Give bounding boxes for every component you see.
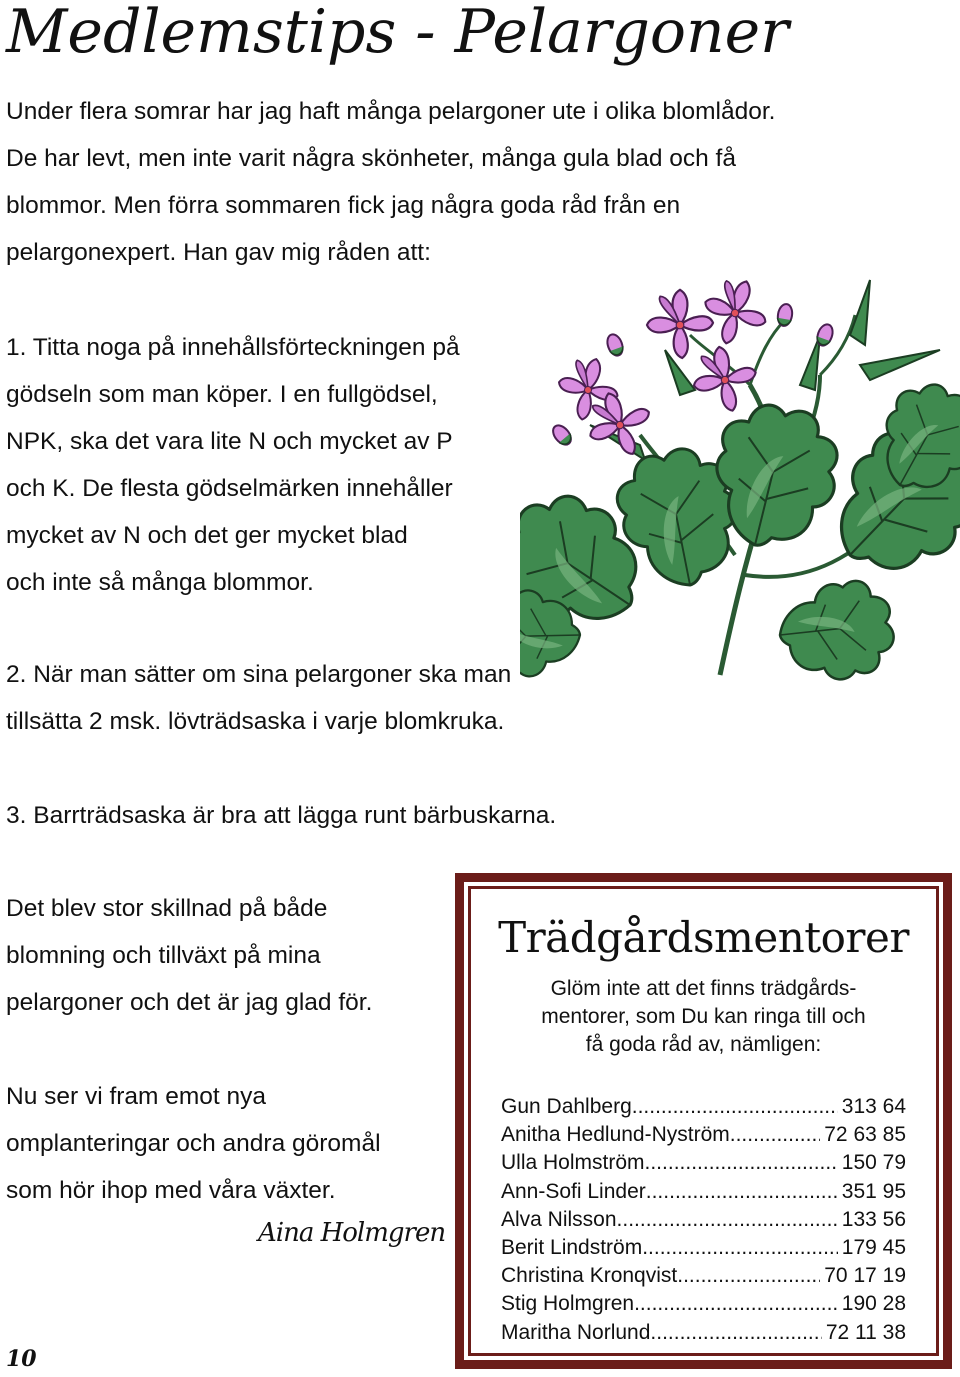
mentor-entry — [501, 1093, 906, 1121]
mentor-entry — [501, 1149, 906, 1177]
mentor-phone: 179 45 — [841, 1236, 906, 1260]
mentor-entry — [501, 1319, 906, 1347]
text-line: gödseln som man köper. I en fullgödsel, — [6, 381, 438, 408]
outro-paragraph-1 — [6, 885, 372, 1026]
dot-leader — [645, 1149, 838, 1177]
mentor-phone: 133 56 — [841, 1207, 906, 1231]
text-line: mentorer, som Du kan ringa till och — [541, 1005, 866, 1028]
geranium-illustration — [520, 275, 960, 695]
text-line: Nu ser vi fram emot nya — [6, 1083, 267, 1110]
text-line: tillsätta 2 msk. lövträdsaska i varje blomkruka. — [6, 708, 505, 735]
mentor-name: Gun Dahlberg — [501, 1095, 632, 1118]
mentor-name: Stig Holmgren — [501, 1292, 635, 1316]
text-line: få goda råd av, nämligen: — [585, 1033, 822, 1056]
text-line: 3. Barrträdsaska är bra att lägga runt bärbuskarna. — [6, 802, 557, 829]
mentor-box-title: Trädgårdsmentorer — [498, 913, 909, 962]
mentor-name: Ulla Holmström — [501, 1151, 645, 1175]
mentor-name: Alva Nilsson — [501, 1207, 617, 1231]
mentor-phone: 150 79 — [841, 1151, 906, 1175]
text-line: De har levt, men inte varit några skönheter, många gula blad och få — [6, 145, 736, 172]
text-line: blomning och tillväxt på mina — [6, 942, 321, 969]
mentor-name: Berit Lindström — [501, 1236, 643, 1260]
mentor-phone: 351 95 — [841, 1179, 906, 1203]
mentor-box-description — [471, 975, 936, 1059]
text-line: Glöm inte att det finns trädgårds- — [550, 977, 857, 1000]
text-line: och inte så många blommor. — [6, 569, 314, 596]
text-line: Det blev stor skillnad på både — [6, 895, 328, 922]
text-line: omplanteringar och andra göromål — [6, 1130, 381, 1157]
dot-leader — [646, 1178, 838, 1206]
mentor-phone: 72 11 38 — [825, 1320, 906, 1344]
tip-3 — [6, 792, 556, 839]
text-line: pelargonexpert. Han gav mig råden att: — [6, 239, 431, 266]
frame-inner — [468, 886, 939, 1356]
text-line: 1. Titta noga på innehållsförteckningen på — [6, 334, 460, 361]
text-line: Under flera somrar har jag haft många pelargoner ute i olika blomlådor. — [6, 98, 776, 125]
mentor-name: Anitha Hedlund-Nyström — [501, 1123, 730, 1147]
dot-leader — [632, 1093, 838, 1121]
author-signature: Aina Holmgren — [258, 1218, 446, 1248]
mentor-name: Ann-Sofi Linder — [501, 1179, 646, 1203]
dot-leader — [730, 1121, 820, 1149]
dot-leader — [617, 1206, 838, 1234]
mentor-entry — [501, 1178, 906, 1206]
mentor-phone: 72 63 85 — [824, 1123, 906, 1147]
mentor-entry — [501, 1121, 906, 1149]
text-line: NPK, ska det vara lite N och mycket av P — [6, 428, 453, 455]
outro-paragraph-2 — [6, 1073, 381, 1214]
text-line: och K. De flesta gödselmärken innehåller — [6, 475, 453, 502]
tip-1 — [6, 324, 460, 606]
dot-leader — [677, 1262, 820, 1290]
mentor-phone: 190 28 — [841, 1292, 906, 1316]
mentor-phone: 313 64 — [841, 1095, 906, 1118]
page-number: 10 — [6, 1346, 37, 1372]
page-title: Medlemstips - Pelargoner — [6, 0, 789, 67]
text-line: pelargoner och det är jag glad för. — [6, 989, 373, 1016]
tip-2 — [6, 651, 511, 745]
dot-leader — [634, 1290, 838, 1318]
dot-leader — [642, 1234, 838, 1262]
text-line: 2. När man sätter om sina pelargoner ska man — [6, 661, 512, 688]
mentor-list — [501, 1093, 906, 1347]
mentor-name: Christina Kronqvist — [501, 1264, 678, 1288]
mentor-box-content — [471, 889, 936, 1353]
mentor-box — [455, 873, 952, 1369]
mentor-entry — [501, 1290, 906, 1318]
dot-leader — [650, 1319, 821, 1347]
mentor-name: Maritha Norlund — [501, 1320, 651, 1344]
frame-gap — [464, 882, 943, 1360]
mentor-entry — [501, 1206, 906, 1234]
text-line: blommor. Men förra sommaren fick jag några goda råd från en — [6, 192, 681, 219]
text-line: som hör ihop med våra växter. — [6, 1177, 336, 1204]
mentor-entry — [501, 1262, 906, 1290]
intro-paragraph — [6, 88, 775, 276]
mentor-entry — [501, 1234, 906, 1262]
mentor-phone: 70 17 19 — [824, 1264, 906, 1288]
text-line: mycket av N och det ger mycket blad — [6, 522, 408, 549]
